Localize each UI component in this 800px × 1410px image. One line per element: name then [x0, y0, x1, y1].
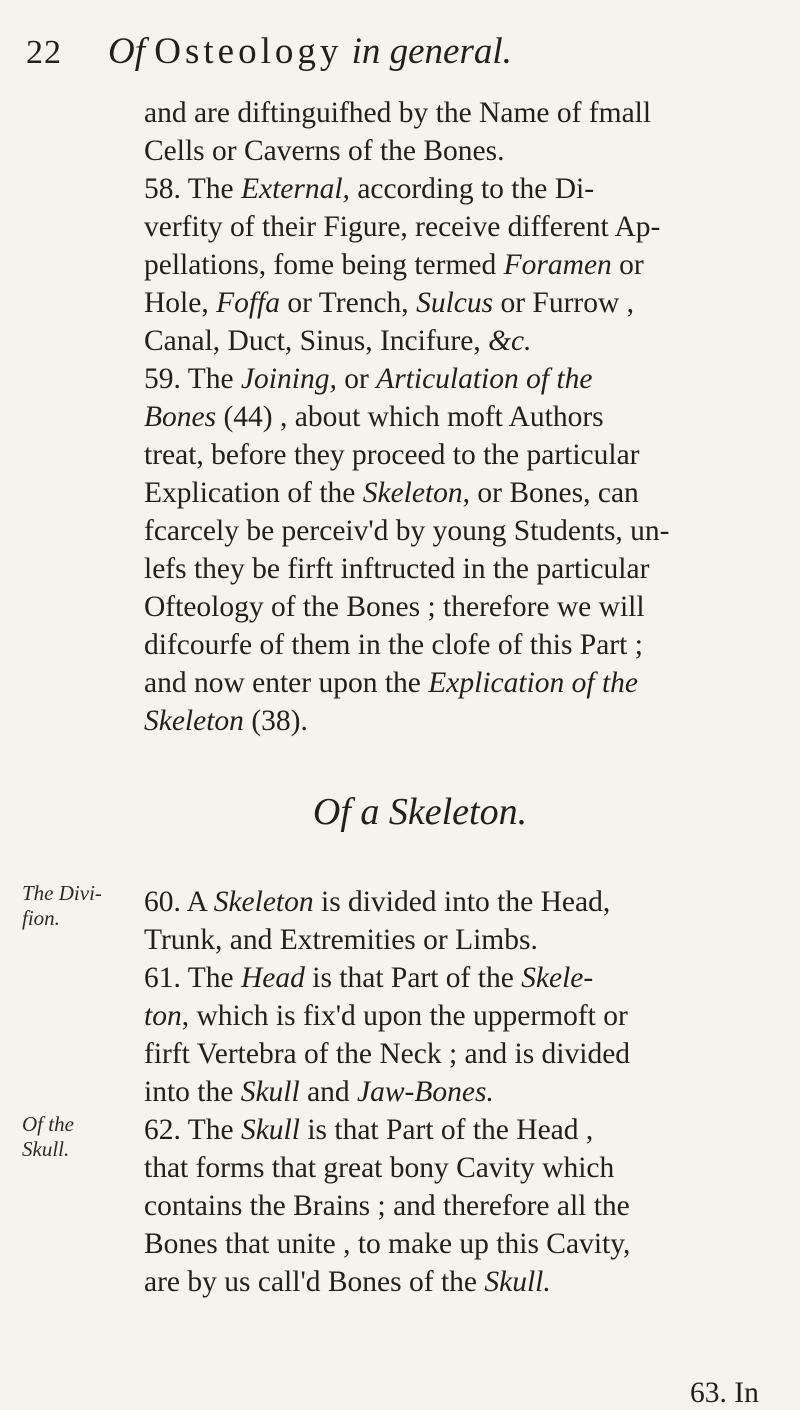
italic-text: Skull.	[484, 1266, 551, 1298]
text-line	[144, 588, 744, 626]
text-line	[144, 997, 744, 1035]
text-run: lefs they be firft inftructed in the particular	[144, 553, 650, 585]
text-line	[144, 474, 744, 512]
text-run: treat, before they proceed to the particular	[144, 439, 640, 471]
margin-note-line: The Divi-	[22, 881, 102, 905]
text-run: Ofteology of the Bones ; therefore we will	[144, 591, 645, 623]
text-run: fcarcely be perceiv'd by young Students, un-	[144, 515, 670, 547]
italic-text: Foffa	[216, 287, 281, 319]
text-run: according to the Di-	[349, 173, 595, 205]
italic-text: Skeleton	[213, 886, 314, 918]
text-run: or Trench,	[280, 287, 417, 319]
text-run: is that Part of the Head ,	[299, 1114, 594, 1146]
text-run: pellations, fome being termed	[144, 249, 504, 281]
text-run: 59. The	[144, 363, 241, 395]
margin-note-skull	[22, 1112, 74, 1162]
text-line	[144, 1035, 744, 1073]
italic-text: External,	[240, 173, 350, 205]
text-line	[144, 1187, 744, 1225]
text-line	[144, 921, 744, 959]
italic-text: Jaw-Bones.	[357, 1076, 494, 1108]
text-run: and now enter upon the	[144, 667, 429, 699]
section-heading: Of a Skeleton.	[312, 791, 528, 833]
text-run: Trunk, and Extremities or Limbs.	[144, 924, 538, 956]
text-line	[144, 702, 744, 740]
italic-text: Skull	[240, 1114, 300, 1146]
text-run: contains the Brains ; and therefore all the	[144, 1190, 630, 1222]
text-run: verfity of their Figure, receive different Ap-	[144, 211, 661, 243]
text-run: or	[336, 363, 377, 395]
body-text-upper	[144, 94, 744, 740]
text-run: and	[299, 1076, 358, 1108]
italic-text: ton	[144, 1000, 182, 1032]
text-line	[144, 550, 744, 588]
text-run: , or Bones, can	[462, 477, 639, 509]
text-run: (38).	[243, 705, 308, 737]
italic-text: Explication of the	[428, 667, 639, 699]
margin-note-line: Of the	[22, 1112, 74, 1136]
running-title-italic: Of	[108, 31, 145, 72]
text-run: 58. The	[144, 173, 241, 205]
text-line	[144, 1263, 744, 1301]
italic-text: Joining,	[240, 363, 337, 395]
text-line	[144, 436, 744, 474]
text-run: Hole,	[144, 287, 217, 319]
text-run: or Furrow ,	[493, 287, 635, 319]
italic-text: Sulcus	[416, 287, 494, 319]
text-run: into the	[144, 1076, 241, 1108]
text-line	[144, 512, 744, 550]
italic-text: Articulation of the	[376, 363, 593, 395]
text-run: 60. A	[144, 886, 214, 918]
italic-text: Foramen	[503, 249, 612, 281]
text-run: firft Vertebra of the Neck ; and is divided	[144, 1038, 631, 1070]
text-line	[144, 1111, 744, 1149]
italic-text: Skele-	[521, 962, 594, 994]
text-line	[144, 94, 744, 132]
text-line	[144, 246, 744, 284]
text-line	[144, 1149, 744, 1187]
text-line	[144, 883, 744, 921]
text-run: difcourfe of them in the clofe of this Part ;	[144, 629, 643, 661]
margin-note-line: fion.	[22, 906, 60, 930]
text-line	[144, 1225, 744, 1263]
text-run: Explication of the	[144, 477, 363, 509]
text-run: Cells or Caverns of the Bones.	[144, 135, 505, 167]
text-run: is that Part of the	[304, 962, 522, 994]
text-line	[144, 360, 744, 398]
margin-note-division	[22, 881, 102, 931]
text-line	[144, 170, 744, 208]
text-line	[144, 208, 744, 246]
catchword: 63. In	[690, 1377, 759, 1409]
text-run: (44) , about which moft Authors	[216, 401, 604, 433]
italic-text: &c.	[488, 325, 532, 357]
italic-text: Bones	[144, 401, 217, 433]
text-run: , which is fix'd upon the uppermoft or	[181, 1000, 628, 1032]
text-run: or	[611, 249, 644, 281]
page-number: 22	[26, 34, 62, 71]
italic-text: Skull	[240, 1076, 300, 1108]
text-line	[144, 1073, 744, 1111]
text-line	[144, 398, 744, 436]
italic-text: Skeleton	[144, 705, 244, 737]
running-title-caps: Osteology	[154, 31, 343, 72]
running-title-end: in general.	[351, 31, 512, 72]
running-head	[0, 30, 800, 80]
text-run: Canal, Duct, Sinus, Incifure,	[144, 325, 489, 357]
italic-text: Head	[240, 962, 305, 994]
text-line	[144, 959, 744, 997]
text-line	[144, 284, 744, 322]
text-run: are by us call'd Bones of the	[144, 1266, 485, 1298]
body-text-lower	[144, 883, 744, 1301]
text-line	[144, 626, 744, 664]
text-run: 61. The	[144, 962, 241, 994]
text-line	[144, 132, 744, 170]
text-run: 62. The	[144, 1114, 241, 1146]
running-title	[108, 30, 512, 73]
italic-text: Skeleton	[362, 477, 463, 509]
text-run: and are diftinguifhed by the Name of fmall	[144, 97, 652, 129]
text-line	[144, 322, 744, 360]
margin-note-line: Skull.	[22, 1137, 70, 1161]
text-run: that forms that great bony Cavity which	[144, 1152, 615, 1184]
text-line	[144, 664, 744, 702]
text-run: Bones that unite , to make up this Cavity,	[144, 1228, 631, 1260]
text-run: is divided into the Head,	[313, 886, 611, 918]
